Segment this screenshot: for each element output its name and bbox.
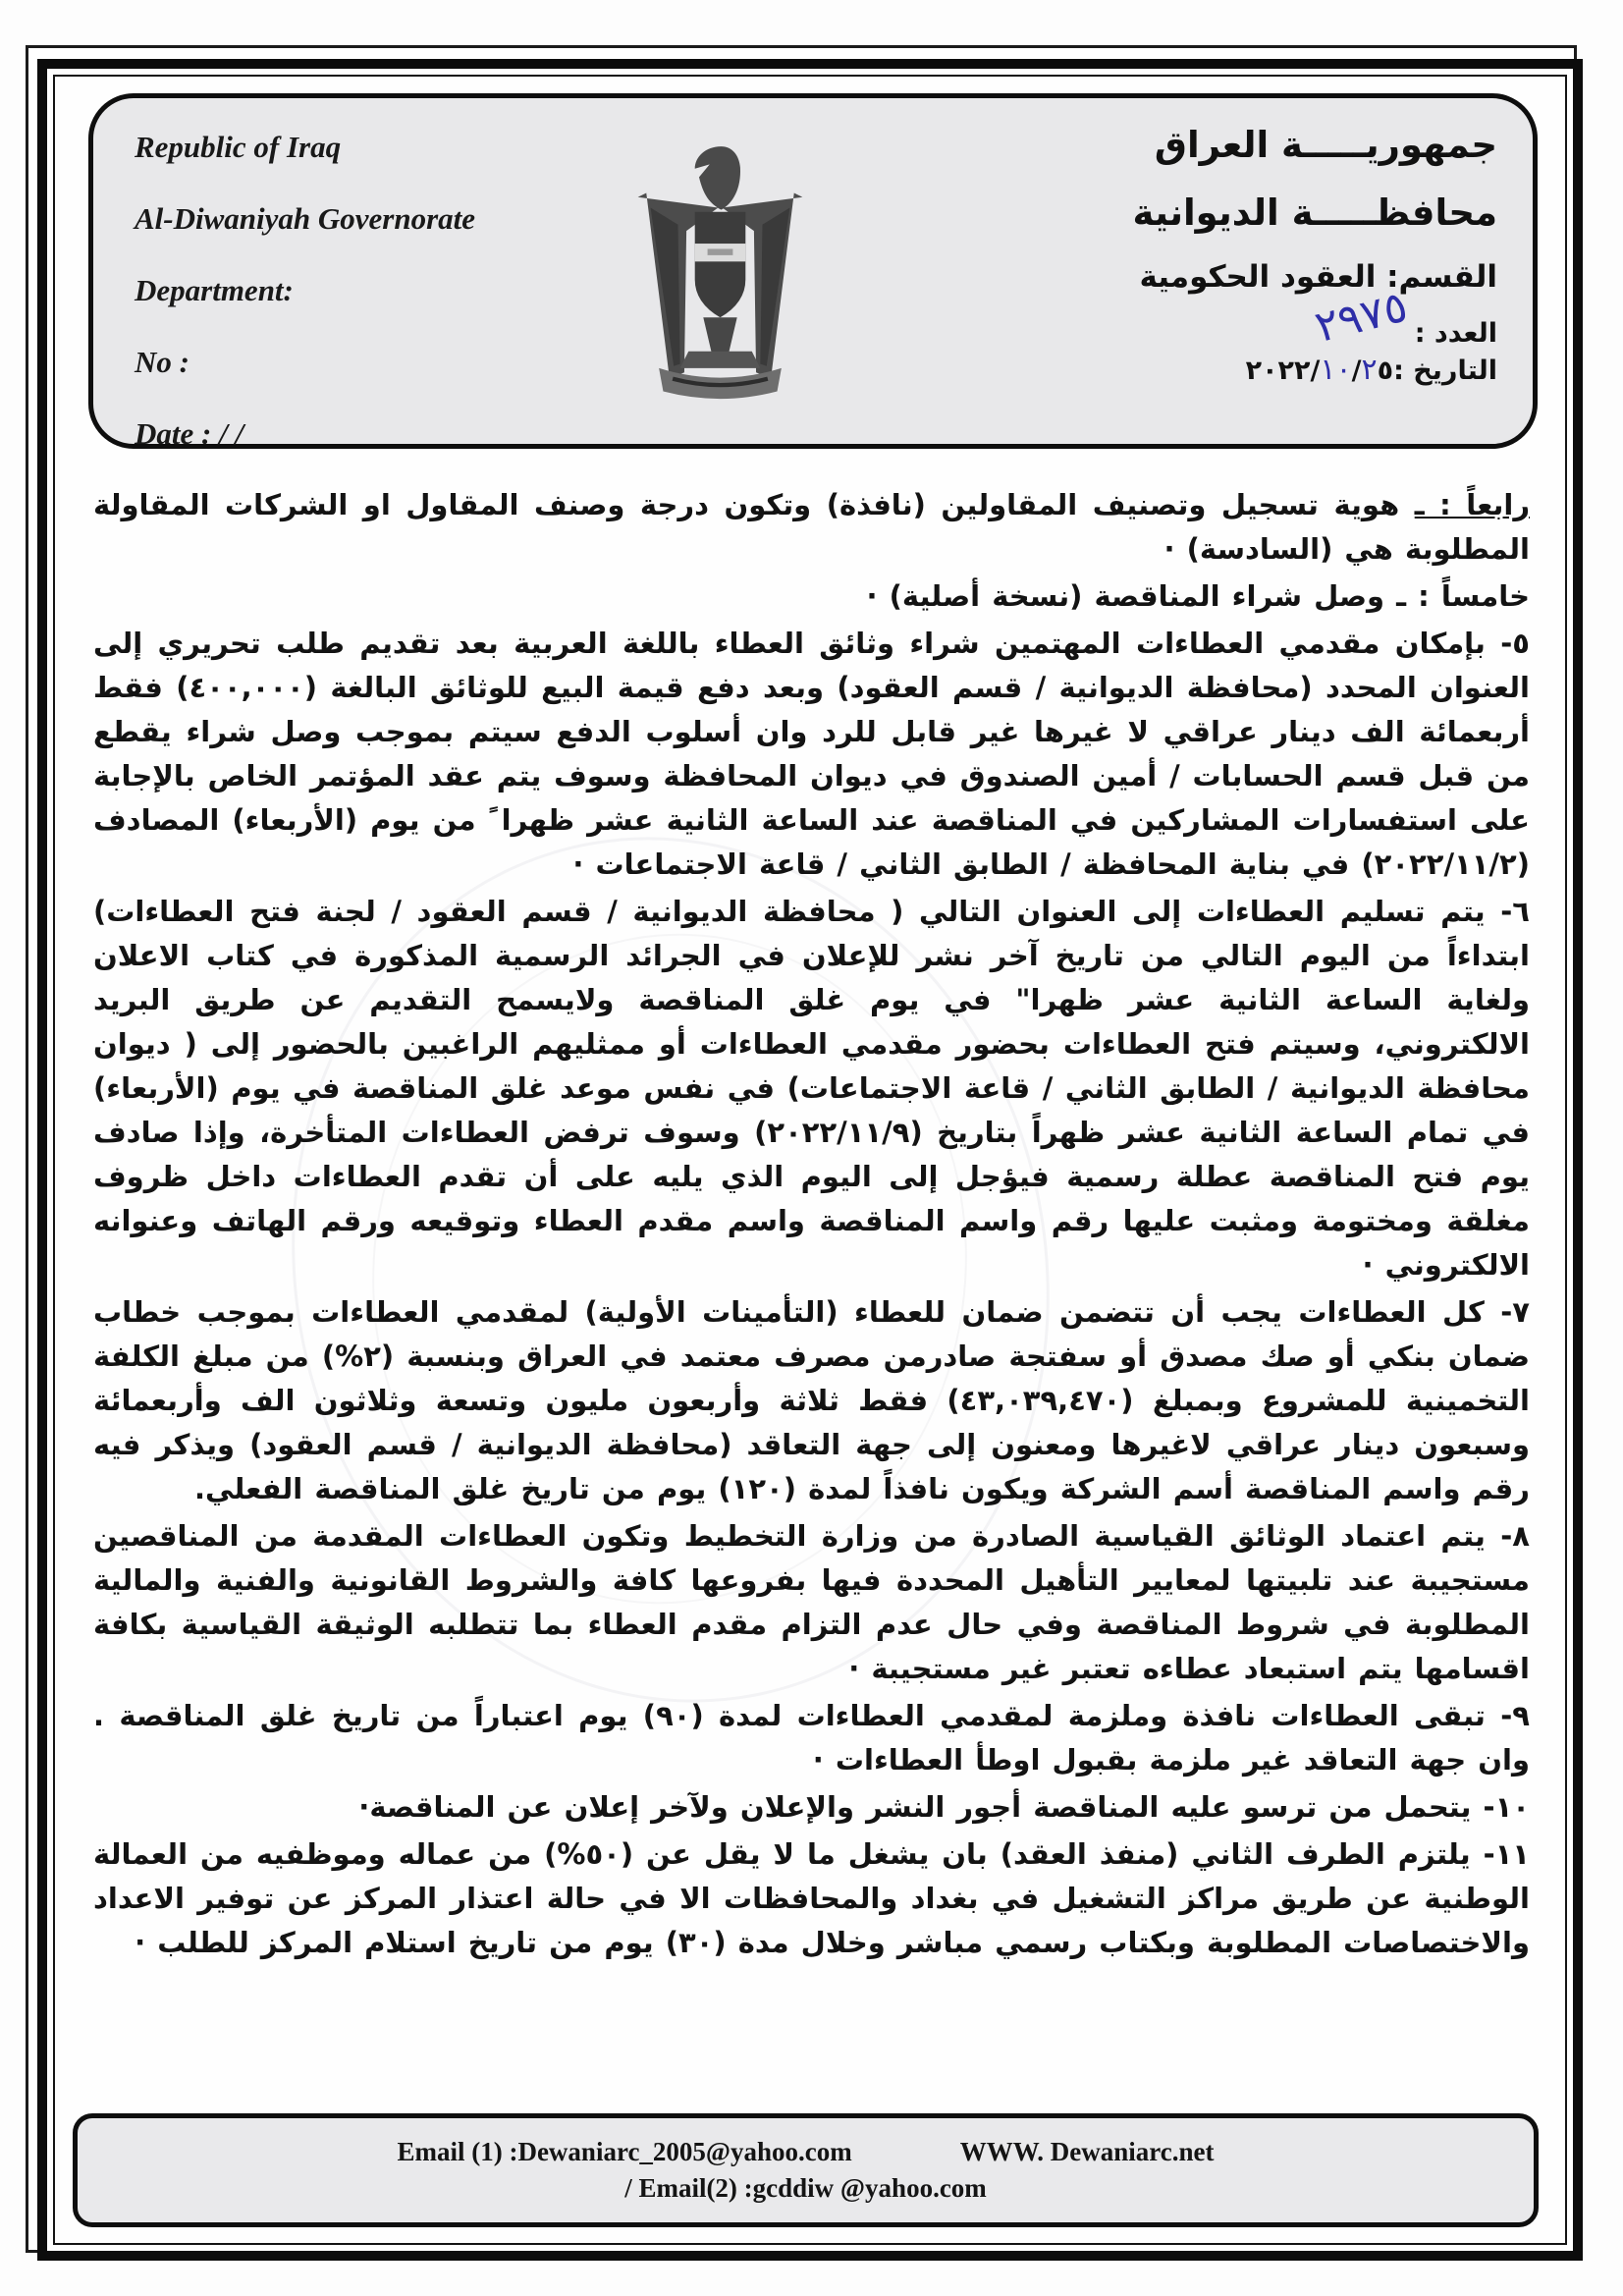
clause-5: ٥- بإمكان مقدمي العطاءات المهتمين شراء وثائق العطاء باللغة العربية بعد تقديم طلب تحريري إلى العنوان المحدد (محافظة الديوانية / قسم العقود) وبعد دفع قيمة البيع للوثائق البالغة (٤٠٠,٠٠٠) فقط أربعمائة الف دينار عراقي لا غيرها غير قابل للرد وان أسلوب الدفع سيتم بموجب وصل شراء يقطع من قبل قسم الحسابات / أمين الصندوق في ديوان المحافظة وسوف يتم عقد المؤتمر الخاص بالإجابة على استفسارات المشاركين في المناقصة عند الساعة الثانية عشر ظهرا ً من يوم (الأربعاء) المصادف (٢٠٢٢/١١/٢) في بناية المحافظة / الطابق الثاني / قاعة الاجتماعات · [93,627,1531,881]
website-text: WWW. Dewaniarc.net [959,2137,1215,2166]
republic-of-iraq-label: Republic of Iraq [135,130,342,164]
clause-fourth: رابعاً : ـ هوية تسجيل وتصنيف المقاولين (نافذة) وتكون درجة وصنف المقاول او الشركات المقاولة المطلوبة هي (السادسة) · [93,488,1531,566]
clause-label-11: ١١- [1483,1837,1531,1871]
governorate-label: Al-Diwaniyah Governorate [135,201,476,236]
number-label: العدد : [1414,318,1497,349]
clause-9: ٩- تبقى العطاءات نافذة وملزمة لمقدمي العطاءات لمدة (٩٠) يوم اعتباراً من تاريخ غلق المناقصة . وان جهة التعاقد غير ملزمة بقبول اوطأ العطاءات · [93,1699,1530,1777]
document-date-row [1240,353,1497,387]
clause-label-fourth: رابعاً : ـ [1414,488,1531,521]
clause-7: ٧- كل العطاءات يجب أن تتضمن ضمان للعطاء (التأمينات الأولية) لمقدمي العطاءات بموجب خطاب ضمان بنكي أو صك مصدق أو سفتجة صادرمن مصرف معتمد في العراق وبنسبة (٢%) من مبلغ الكلفة التخمينية للمشروع وبمبلغ (٤٣,٠٣٩,٤٧٠) فقط ثلاثة وأربعون مليون وتسعة وثلاثون الف وأربعمائة وسبعون دينار عراقي لاغيرها ومعنون إلى جهة التعاقد (محافظة الديوانية / قسم العقود) ويذكر فيه رقم واسم المناقصة أسم الشركة ويكون نافذاً لمدة (١٢٠) يوم من تاريخ غلق المناقصة الفعلي. [93,1295,1530,1505]
clause-fifth: خامساً : ـ وصل شراء المناقصة (نسخة أصلية) · [866,579,1530,613]
date-day-handwritten: ٢ [1361,353,1378,387]
clause-11: ١١- يلتزم الطرف الثاني (منفذ العقد) بان يشغل ما لا يقل عن (٥٠%) من عماله وموظفيه من العمالة الوطنية عن طريق مراكز التشغيل في بغداد والمحافظات الا في حالة اعتذار المركز عن توفير الاعداد والاختصاصات المطلوبة وبكتاب رسمي مباشر وخلال مدة (٣٠) يوم من تاريخ استلام المركز للطلب · [93,1837,1531,1959]
clause-label-10: ١٠- [1483,1790,1530,1824]
footer-line1 [397,2137,1214,2167]
governorate-arabic: محافظـــــة الديوانية [1132,191,1497,234]
clause-label-6: ٦- [1500,895,1530,928]
clause-label-fifth: خامساً : ـ [1396,579,1530,613]
date-sep2: / [1351,355,1362,386]
handwritten-number: ٢٩٧٥ [1310,281,1413,354]
email1-text: Email (1) :Dewaniarc_2005@yahoo.com [397,2137,852,2166]
document-number-row [1310,281,1497,354]
clause-10: ١٠- يتحمل من ترسو عليه المناقصة أجور النشر والإعلان ولآخر إعلان عن المناقصة· [358,1790,1530,1824]
clause-8: ٨- يتم اعتماد الوثائق القياسية الصادرة من وزارة التخطيط وتكون العطاءات المقدمة من المناقصين مستجيبة عند تلبيتها لمعايير التأهيل المحددة فيها بفروعها كافة والشروط القانونية والفنية والمالية المطلوبة في شروط المناقصة وفي حال عدم التزام مقدم العطاء بما تتطلبه الوثيقة القياسية بكافة اقسامها يتم استبعاد عطاءه تعتبر غير مستجيبة · [93,1519,1530,1685]
eagle-of-saladin-icon [615,124,826,418]
letterhead-arabic [885,98,1533,444]
section-government-contracts: القسم: العقود الحكومية [1139,259,1497,295]
body-clauses [93,483,1530,1968]
date-month-handwritten: ١٠ [1320,353,1352,387]
republic-of-iraq-arabic: جمهوريـــــة العراق [1154,124,1497,166]
clause-label-8: ٨- [1500,1519,1530,1553]
date-label-en: Date : / / [135,416,244,451]
department-label: Department: [135,273,294,307]
date-year-month [1246,353,1362,387]
clause-6: ٦- يتم تسليم العطاءات إلى العنوان التالي ( محافظة الديوانية / قسم العقود / لجنة فتح العطاءات) ابتداءاً من اليوم التالي من تاريخ آخر نشر للإعلان في الجرائد الرسمية المذكورة في كتاب الاعلان ولغاية الساعة الثانية عشر ظهرا" في يوم غلق المناقصة ولايسمح التقديم عن طريق البريد الالكتروني، وسيتم فتح العطاءات بحضور مقدمي العطاءات أو ممثليهم الراغبين بالحضور إلى ( ديوان محافظة الديوانية / الطابق الثاني / قاعة الاجتماعات) في نفس موعد غلق المناقصة في يوم (الأربعاء) في تمام الساعة الثانية عشر ظهراً بتاريخ (٢٠٢٢/١١/٩) وسوف ترفض العطاءات المتأخرة، وإذا صادف يوم فتح المناقصة عطلة رسمية فيؤجل إلى اليوم الذي يليه على أن تقدم العطاءات داخل ظروف مغلقة ومختومة ومثبت عليها رقم واسم المناقصة واسم مقدم العطاء وتوقيعه ورقم الهاتف وعنوانه الالكتروني · [93,895,1530,1282]
iraq-eagle-emblem [555,98,885,444]
date-sep1: / [1310,355,1321,386]
letterhead-english [93,98,555,451]
email2-text: / Email(2) :gcddiw @yahoo.com [624,2173,987,2203]
date-year: ٢٠٢٢ [1245,355,1311,386]
clause-label-9: ٩- [1500,1699,1530,1732]
date-day-printed: ٥ [1377,355,1394,386]
date-label-ar: التاريخ : [1393,355,1497,386]
footer-contact-bar [73,2113,1539,2227]
clause-label-7: ٧- [1500,1295,1530,1329]
no-label: No : [135,345,189,379]
clause-label-5: ٥- [1500,627,1530,660]
letterhead [88,93,1538,449]
